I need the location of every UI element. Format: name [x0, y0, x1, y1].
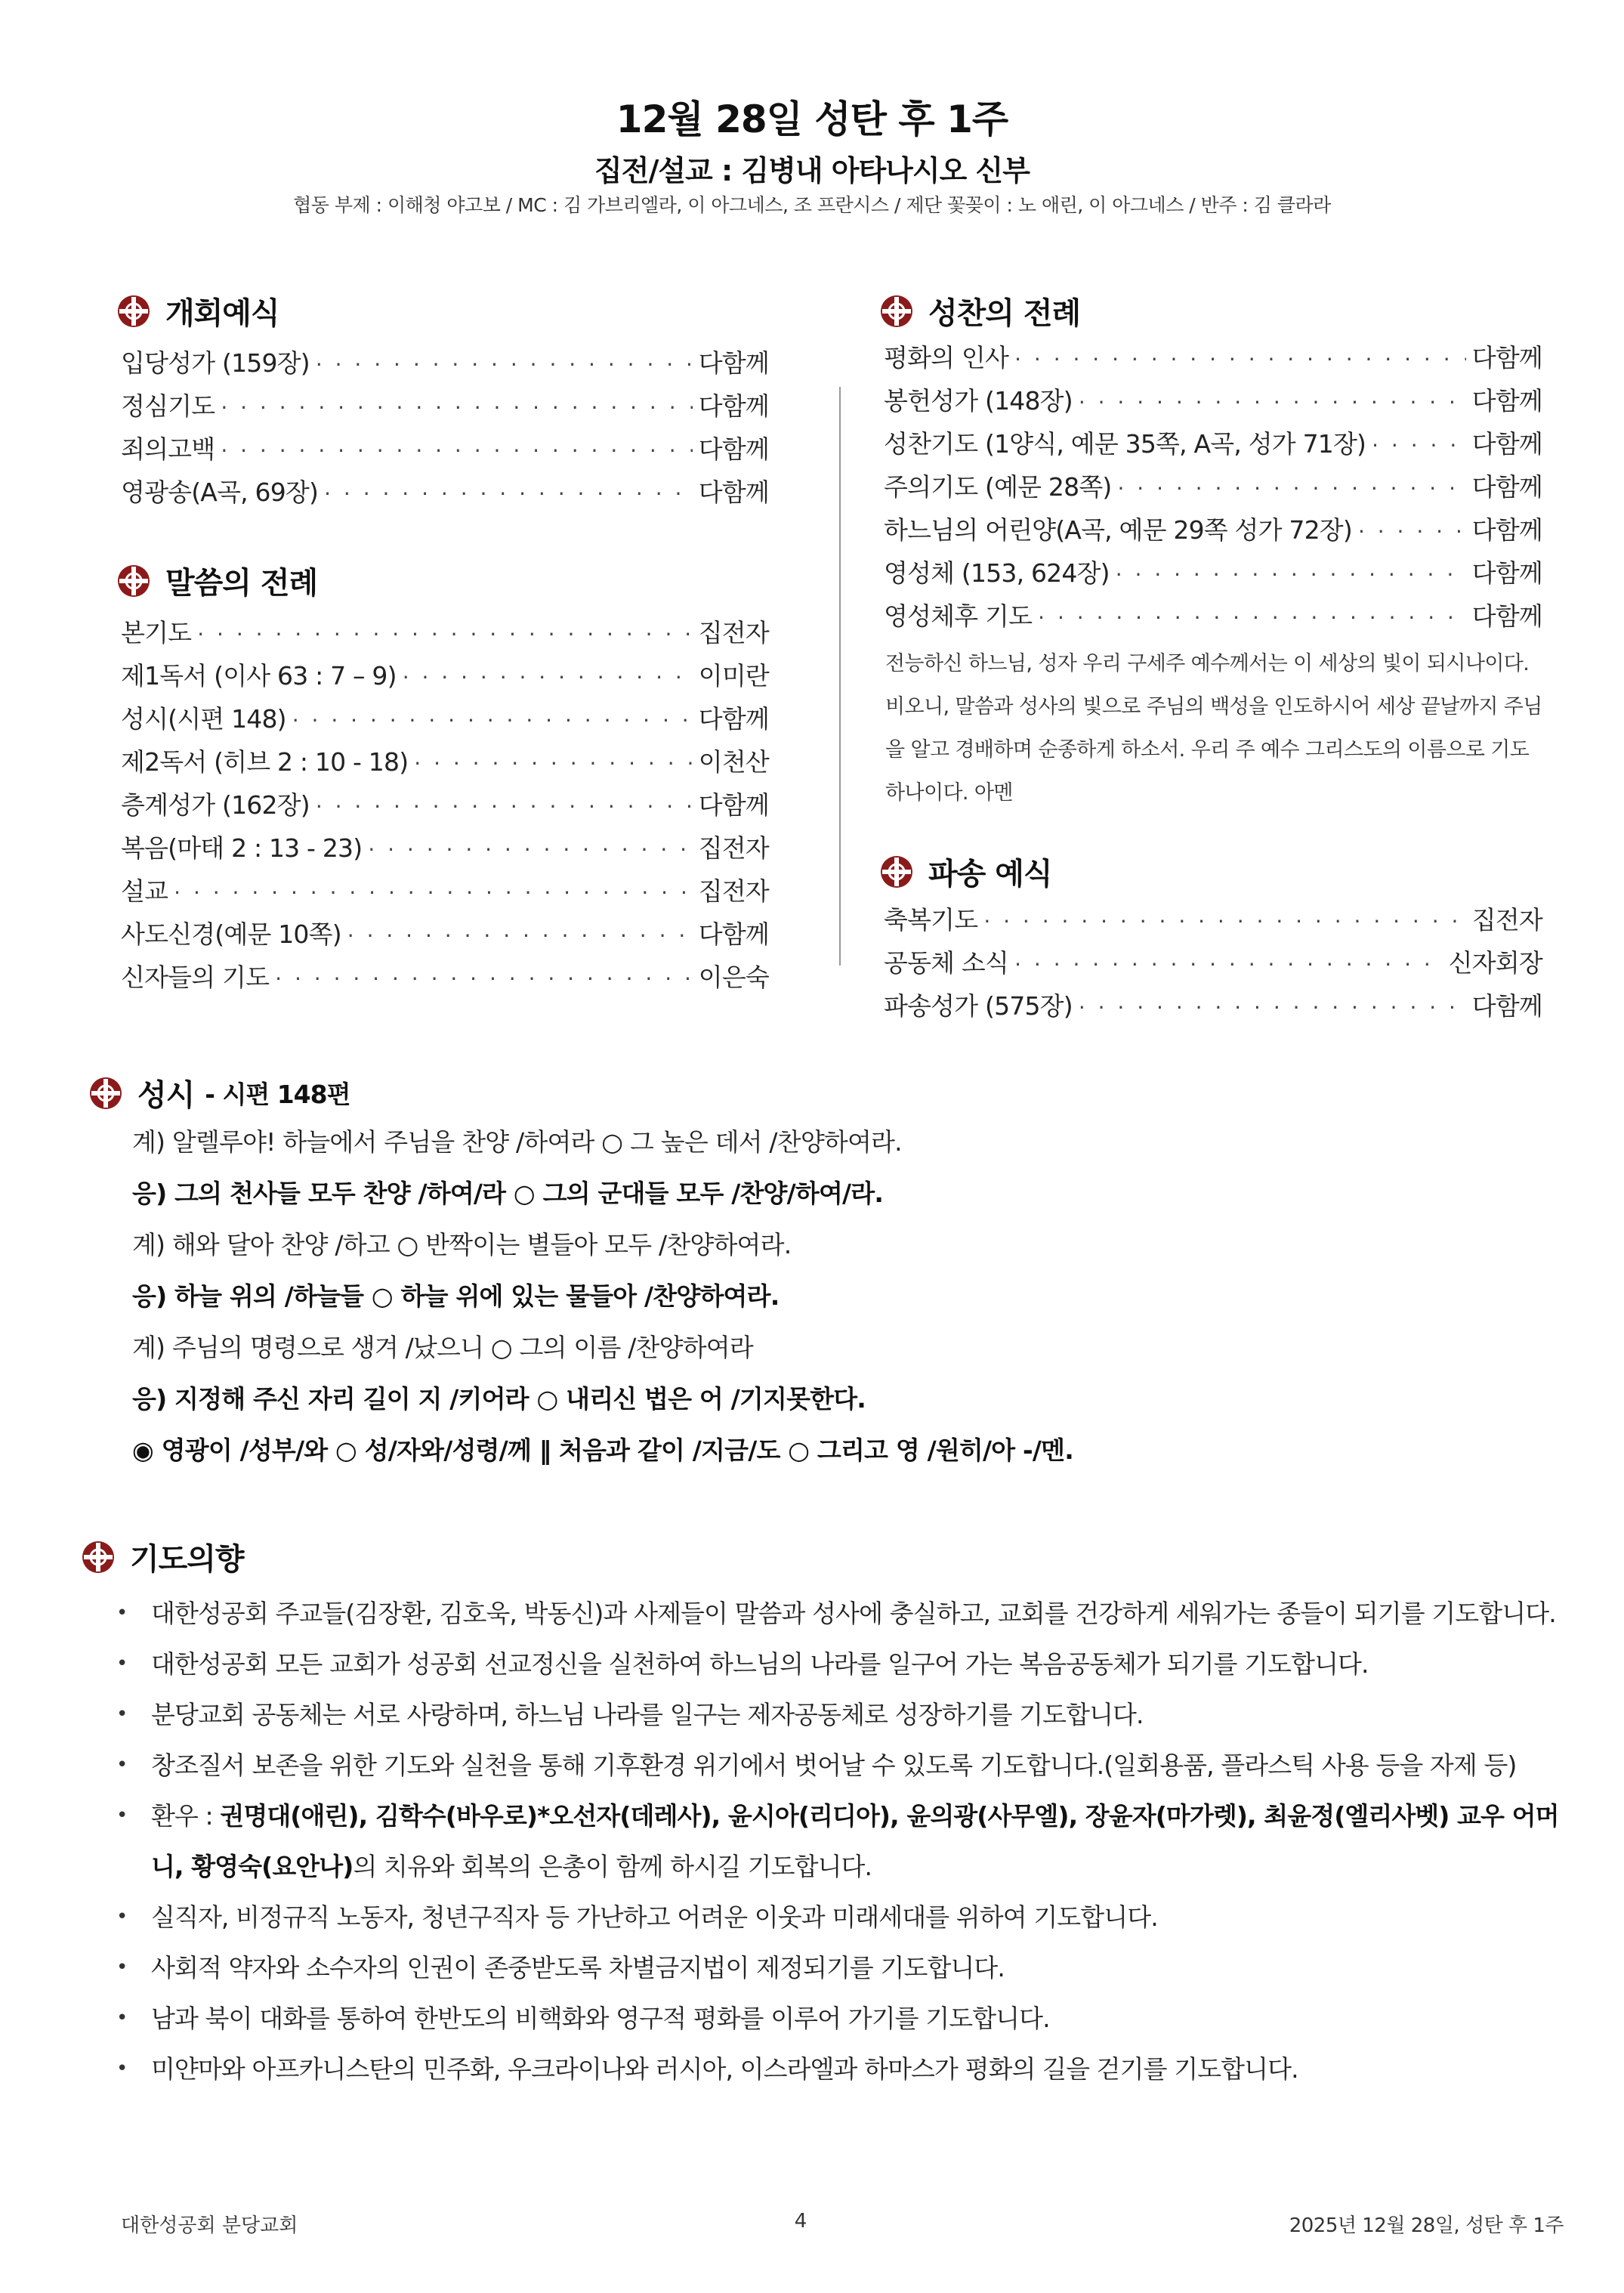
leader-dots — [1358, 519, 1466, 544]
order-item — [884, 597, 1542, 640]
item-label: 신자들의 기도 — [121, 963, 270, 992]
item-label: 복음(마태 2 : 13 - 23) — [121, 833, 363, 863]
psalm-text — [132, 1117, 1567, 1476]
psalm-verse-leader: 계) 주님의 명령으로 생겨 /났으니 ○ 그의 이름 /찬양하여라 — [132, 1333, 753, 1362]
prayer-item-sick — [113, 1791, 1564, 1892]
psalm-reference: - 시편 148편 — [205, 1080, 350, 1109]
leader-dots — [1079, 995, 1466, 1020]
psalm-verse-response: 응) 하늘 위의 /하늘들 ○ 하늘 위에 있는 물들아 /찬양하여라. — [132, 1281, 780, 1311]
order-item — [121, 958, 769, 1001]
prayer-intentions-list — [113, 1588, 1564, 2094]
item-leader: 다함께 — [698, 391, 769, 421]
order-item — [884, 901, 1542, 944]
order-item — [121, 473, 769, 516]
item-label: 파송성가 (575장) — [884, 991, 1073, 1021]
order-item — [121, 430, 769, 473]
item-label: 영성체 (153, 624장) — [884, 558, 1110, 588]
order-item — [884, 987, 1542, 1030]
sick-prefix: 환우 : — [151, 1801, 221, 1831]
section-eucharist-heading — [880, 289, 1080, 332]
item-leader: 다함께 — [1471, 601, 1542, 631]
item-leader: 집전자 — [1471, 905, 1542, 935]
order-item — [121, 829, 769, 872]
item-label: 층계성가 (162장) — [121, 790, 310, 820]
item-leader: 다함께 — [1471, 343, 1542, 372]
leader-dots — [1372, 433, 1466, 458]
order-item — [121, 872, 769, 915]
item-leader: 이천산 — [698, 747, 769, 777]
leader-dots — [316, 352, 693, 377]
item-leader: 이미란 — [698, 661, 769, 691]
leader-dots — [1014, 952, 1443, 977]
item-leader: 다함께 — [698, 704, 769, 734]
section-dismissal-heading — [880, 850, 1052, 893]
column-divider — [839, 387, 841, 966]
prayer-item: • 분당교회 공동체는 서로 사랑하며, 하느님 나라를 일구는 제자공동체로 성장하기를 기도합니다. — [113, 1689, 1564, 1740]
celtic-cross-icon — [880, 295, 913, 328]
leader-dots — [1038, 605, 1466, 630]
item-label: 축복기도 — [884, 905, 978, 935]
item-leader: 집전자 — [698, 833, 769, 863]
section-title: 개회예식 — [165, 296, 279, 331]
order-item — [121, 344, 769, 387]
section-title: 파송 예식 — [928, 857, 1052, 892]
item-leader: 신자회장 — [1448, 948, 1542, 978]
item-leader: 다함께 — [1471, 515, 1542, 545]
order-item — [121, 613, 769, 657]
item-leader: 다함께 — [698, 790, 769, 820]
celtic-cross-icon — [89, 1077, 122, 1110]
order-item — [884, 554, 1542, 597]
item-leader: 다함께 — [698, 919, 769, 949]
footer-date: 2025년 12월 28일, 성탄 후 1주 — [1289, 2214, 1564, 2237]
order-item — [121, 786, 769, 829]
prayer-item: • 남과 북이 대화를 통하여 한반도의 비핵화와 영구적 평화를 이루어 가기를 기도합니다. — [113, 1993, 1564, 2044]
item-label: 봉헌성가 (148장) — [884, 386, 1073, 416]
page-title: 12월 28일 성탄 후 1주 — [616, 97, 1008, 141]
item-label: 주의기도 (예문 28쪽) — [884, 472, 1112, 502]
leader-dots — [197, 622, 693, 647]
leader-dots — [221, 395, 692, 420]
psalm-verse-leader: 계) 알렐루야! 하늘에서 주님을 찬양 /하여라 ○ 그 높은 데서 /찬양하여라. — [132, 1127, 902, 1157]
sick-suffix: 의 치유와 회복의 은총이 함께 하시길 기도합니다. — [353, 1852, 872, 1881]
item-label: 제1독서 (이사 63 : 7 – 9) — [121, 661, 397, 691]
item-leader: 다함께 — [1471, 429, 1542, 459]
footer-church-name: 대한성공회 분당교회 — [121, 2214, 298, 2237]
order-item — [884, 338, 1542, 382]
leader-dots — [174, 880, 693, 905]
leader-dots — [1117, 476, 1465, 501]
item-label: 입당성가 (159장) — [121, 348, 310, 378]
leader-dots — [1116, 562, 1466, 587]
order-item — [121, 657, 769, 700]
item-leader: 다함께 — [698, 477, 769, 507]
leader-dots — [368, 837, 692, 862]
sick-names: 권명대(애린), 김학수(바우로)*오선자(데레사), 윤시아(리디아), 윤의광(사무엘), 장윤자(마가렛), 최윤정(엘리사벳) 교우 어머니, 황영숙(요안나) — [151, 1801, 1559, 1881]
item-label: 제2독서 (히브 2 : 10 - 18) — [121, 747, 409, 777]
dismissal-list — [884, 901, 1542, 1030]
page-number: 4 — [794, 2210, 807, 2233]
item-leader: 다함께 — [698, 348, 769, 378]
item-leader: 다함께 — [1471, 472, 1542, 502]
prayer-item: • 미얀마와 아프카니스탄의 민주화, 우크라이나와 러시아, 이스라엘과 하마스가 평화의 길을 걷기를 기도합니다. — [113, 2044, 1564, 2094]
prayer-item: • 사회적 약자와 소수자의 인권이 존중받도록 차별금지법이 제정되기를 기도합니다. — [113, 1942, 1564, 1993]
word-list — [121, 613, 769, 1001]
psalm-verse-response: 응) 지정해 주신 자리 길이 지 /키어라 ○ 내리신 법은 어 /기지못한다. — [132, 1384, 866, 1414]
item-label: 죄의고백 — [121, 434, 215, 464]
prayer-item: • 대한성공회 주교들(김장환, 김호욱, 박동신)과 사제들이 말씀과 성사에 충실하고, 교회를 건강하게 세워가는 종들이 되기를 기도합니다. — [113, 1588, 1564, 1639]
section-word-heading — [117, 559, 317, 602]
section-prayers-heading — [82, 1535, 244, 1578]
item-label: 영광송(A곡, 69장) — [121, 477, 319, 507]
celtic-cross-icon — [880, 855, 913, 888]
item-label: 성찬기도 (1양식, 예문 35쪽, A곡, 성가 71장) — [884, 429, 1366, 459]
celtic-cross-icon — [82, 1541, 115, 1574]
celebrant-subtitle: 집전/설교 : 김병내 아타나시오 신부 — [594, 154, 1030, 187]
leader-dots — [275, 966, 693, 991]
psalm-verse-response: 응) 그의 천사들 모두 찬양 /하여/라 ○ 그의 군대들 모두 /찬양/하여/라. — [132, 1179, 884, 1208]
leader-dots — [316, 794, 693, 819]
section-title: 성시 — [137, 1078, 195, 1113]
item-leader: 다함께 — [1471, 991, 1542, 1021]
opening-list — [121, 344, 769, 516]
item-label: 본기도 — [121, 618, 192, 647]
section-title: 기도의향 — [130, 1542, 244, 1577]
item-leader: 다함께 — [1471, 558, 1542, 588]
item-label: 평화의 인사 — [884, 343, 1009, 372]
leader-dots — [324, 481, 693, 506]
item-leader: 다함께 — [698, 434, 769, 464]
prayer-item: • 창조질서 보존을 위한 기도와 실천을 통해 기후환경 위기에서 벗어날 수 있도록 기도합니다.(일회용품, 플라스틱 사용 등을 자제 등) — [113, 1740, 1564, 1791]
leader-dots — [1079, 390, 1466, 415]
leader-dots — [221, 438, 692, 463]
item-label: 정심기도 — [121, 391, 215, 421]
section-title: 성찬의 전례 — [928, 296, 1081, 331]
psalm-verse-leader: 계) 해와 달아 찬양 /하고 ○ 반짝이는 별들아 모두 /찬양하여라. — [132, 1230, 792, 1259]
leader-dots — [292, 708, 693, 733]
item-leader: 다함께 — [1471, 386, 1542, 416]
order-item — [884, 944, 1542, 987]
order-item — [121, 700, 769, 743]
item-label: 설교 — [121, 876, 168, 906]
prayer-item: • 실직자, 비정규직 노동자, 청년구직자 등 가난하고 어려운 이웃과 미래세대를 위하여 기도합니다. — [113, 1892, 1564, 1942]
celtic-cross-icon — [117, 295, 150, 328]
order-item — [121, 915, 769, 958]
psalm-gloria: ◉ 영광이 /성부/와 ○ 성/자와/성령/께 ‖ 처음과 같이 /지금/도 ○ 그리고 영 /원히/아 -/멘. — [132, 1435, 1073, 1465]
leader-dots — [403, 665, 693, 690]
item-label: 영성체후 기도 — [884, 601, 1033, 631]
order-item — [884, 425, 1542, 468]
item-label: 사도신경(예문 10쪽) — [121, 919, 341, 949]
ministry-roles: 협동 부제 : 이해청 야고보 / MC : 김 가브리엘라, 이 아그네스, 조 프란시스 / 제단 꽃꽂이 : 노 애린, 이 아그네스 / 반주 : 김 클라라 — [293, 194, 1331, 216]
eucharist-list — [884, 338, 1542, 640]
item-label: 공동체 소식 — [884, 948, 1009, 978]
leader-dots — [983, 909, 1465, 934]
section-psalm-heading — [89, 1071, 350, 1114]
collect-prayer: 전능하신 하느님, 성자 우리 구세주 예수께서는 이 세상의 빛이 되시나이다. 비오니, 말씀과 성사의 빛으로 주님의 백성을 인도하시어 세상 끝날까지 주님을 알고 경배하며 순종하게 하소서. 우리 주 예수 그리스도의 이름으로 기도하나이다. 아멘 — [885, 652, 1542, 805]
section-opening-heading — [117, 289, 279, 332]
order-item — [121, 387, 769, 430]
order-item — [884, 468, 1542, 511]
prayer-item: • 대한성공회 모든 교회가 성공회 선교정신을 실천하여 하느님의 나라를 일구어 가는 복음공동체가 되기를 기도합니다. — [113, 1639, 1564, 1689]
item-leader: 집전자 — [698, 618, 769, 647]
item-label: 하느님의 어린양(A곡, 예문 29쪽 성가 72장) — [884, 515, 1352, 545]
leader-dots — [414, 751, 692, 776]
order-item — [884, 382, 1542, 425]
leader-dots — [347, 923, 693, 948]
leader-dots — [1014, 347, 1466, 372]
order-item — [121, 743, 769, 786]
item-label: 성시(시편 148) — [121, 704, 286, 734]
item-leader: 집전자 — [698, 876, 769, 906]
order-item — [884, 511, 1542, 554]
item-leader: 이은숙 — [698, 963, 769, 992]
celtic-cross-icon — [117, 564, 150, 598]
section-title: 말씀의 전례 — [165, 566, 318, 601]
